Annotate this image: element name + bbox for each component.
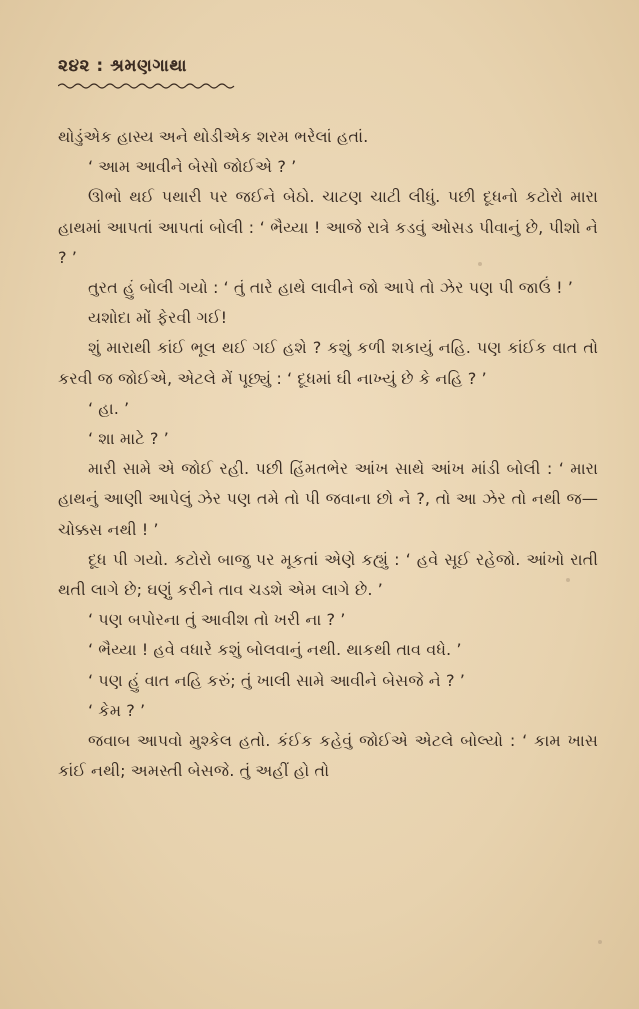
paragraph: ‘ પણ બપોરના તું આવીશ તો ખરી ના ? ’ xyxy=(88,610,346,630)
paragraph: ‘ હા. ’ xyxy=(88,398,130,418)
page-header xyxy=(58,56,378,95)
paper-speck xyxy=(598,940,602,944)
decorative-underline xyxy=(58,81,238,91)
paper-speck xyxy=(478,262,482,266)
paragraph: ‘ કેમ ? ’ xyxy=(88,700,146,720)
paragraph: ઊભો થઈ પથારી પર જઈને બેઠો. ચાટણ ચાટી લીધું. પછી દૂધનો કટોરો મારા હાથમાં આપતાં આપતાં બોલી : ‘ ભૈય્યા ! આજે રાત્રે કડવું ઓસડ પીવાનું છે, પીશો ને ? ’ xyxy=(58,187,598,267)
paragraph: જવાબ આપવો મુશ્કેલ હતો. કંઈક કહેવું જોઈએ એટલે બોલ્યો : ‘ કામ ખાસ કાંઈ નથી; અમસ્તી બેસજે. તું અહીં હો તો xyxy=(58,731,598,781)
paragraph: ‘ પણ હું વાત નહિ કરું; તું ખાલી સામે આવીને બેસજે ને ? ’ xyxy=(88,670,465,690)
paragraph: દૂધ પી ગયો. કટોરો બાજુ પર મૂકતાં એણે કહ્યું : ‘ હવે સૂઈ રહેજો. આંખો રાતી થતી લાગે છે; ઘણું કરીને તાવ ચડશે એમ લાગે છે. ’ xyxy=(58,549,598,600)
paragraph: તુરત હું બોલી ગયો : ‘ તું તારે હાથે લાવીને જો આપે તો ઝેર પણ પી જાઉં ! ’ xyxy=(88,278,573,298)
paragraph: શું મારાથી કાંઈ ભૂલ થઈ ગઈ હશે ? કશું કળી શકાયું નહિ. પણ કાંઈક વાત તો કરવી જ જોઈએ, એટલે મેં પૂછ્યું : ‘ દૂધમાં ઘી નાખ્યું છે કે નહિ ? ’ xyxy=(58,338,598,388)
paragraph: ‘ શા માટે ? ’ xyxy=(88,429,169,449)
paper-speck xyxy=(566,578,570,582)
paragraph: ‘ આમ આવીને બેસો જોઈએ ? ’ xyxy=(88,157,297,177)
paragraph: મારી સામે એ જોઈ રહી. પછી હિંમતભેર આંખ સાથે આંખ માંડી બોલી : ‘ મારા હાથનું આણી આપેલું ઝેર પણ તમે તો પી જવાના છો ને ?, તો આ ઝેર તો નથી જ—ચોક્કસ નથી ! ’ xyxy=(58,459,598,539)
body-text xyxy=(58,122,598,786)
paragraph: ‘ ભૈય્યા ! હવે વધારે કશું બોલવાનું નથી. થાકથી તાવ વધે. ’ xyxy=(88,640,462,660)
running-title: ૨૪૨ : શ્રમણગાથા xyxy=(58,56,188,76)
paragraph: યશોદા મોં ફેરવી ગઈ! xyxy=(88,308,228,328)
paragraph: થોડુંએક હાસ્ય અને થોડીએક શરમ ભરેલાં હતાં. xyxy=(58,127,369,146)
